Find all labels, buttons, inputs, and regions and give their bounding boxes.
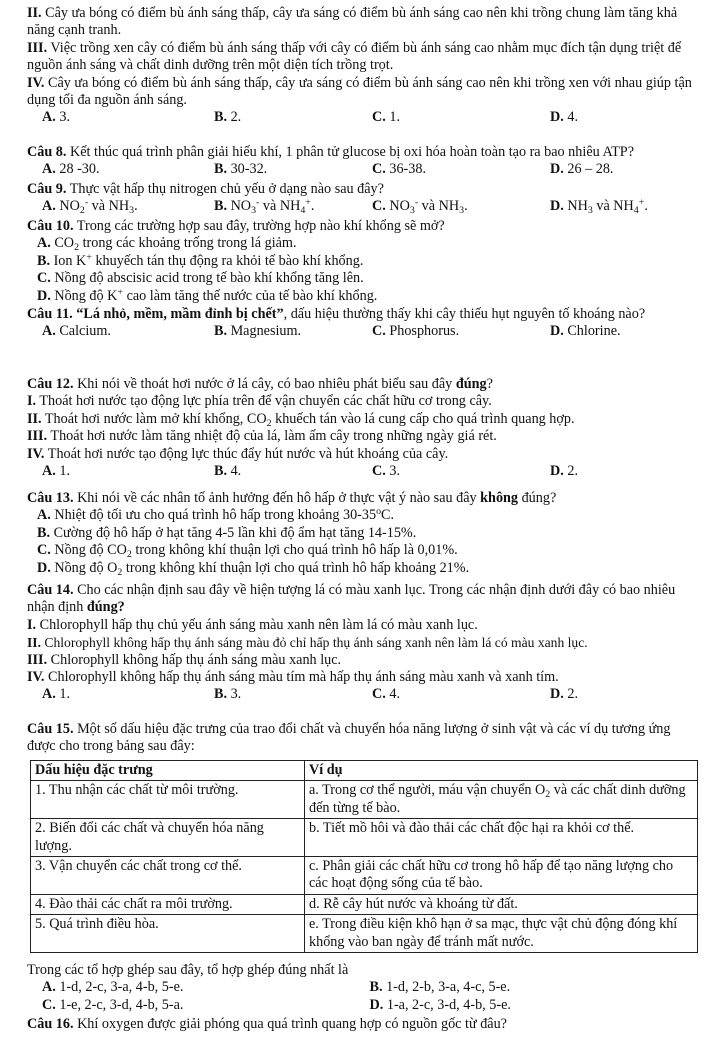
option-c[interactable]: C. 1-e, 2-c, 3-d, 4-b, 5-a. [42, 996, 184, 1013]
table-cell: c. Phân giải các chất hữu cơ trong hô hấp để tạo năng lượng cho các hoạt động sống của tế bào. [305, 857, 698, 895]
option-b[interactable]: B. 2. [214, 109, 242, 126]
prev-question-statements [27, 5, 697, 127]
option-c[interactable]: C. Phosphorus. [372, 323, 460, 340]
table-header-cell: Dấu hiệu đặc trưng [31, 761, 305, 781]
option-c[interactable]: C. 4. [372, 686, 400, 703]
option-a[interactable]: A. 1. [42, 686, 70, 703]
question-10 [27, 218, 697, 305]
table-cell: 1. Thu nhận các chất từ môi trường. [31, 781, 305, 819]
option-d[interactable]: D. Chlorine. [550, 323, 621, 340]
question-15-answers [27, 962, 697, 1014]
answer-options [27, 198, 697, 215]
option-d[interactable]: D. 2. [550, 463, 578, 480]
table-cell: d. Rễ cây hút nước và khoáng từ đất. [305, 894, 698, 914]
option-a[interactable]: A. 28 -30. [42, 161, 100, 178]
option-a[interactable]: A. 3. [42, 109, 70, 126]
option-a[interactable]: A. 1. [42, 463, 70, 480]
question-14 [27, 582, 697, 704]
question-10-stem: Câu 10. Trong các trường hợp sau đây, trường hợp nào khí khổng sẽ mở? [27, 218, 445, 234]
option-b[interactable]: B. 30-32. [214, 161, 268, 178]
statement-iv: IV. Cây ưa bóng có điểm bù ánh sáng thấp, cây ưa sáng có điểm bù ánh sáng cao nên khi trồng xen với nhau giúp tận dụng tối đa nguồn ánh sáng. [27, 74, 692, 109]
table-cell: 2. Biến đổi các chất và chuyển hóa năng lượng. [31, 819, 305, 857]
option-c[interactable]: C. Nồng độ $CO_2$ trong không khí thuận lợi cho quá trình hô hấp là 0,01%. [37, 542, 458, 561]
table-row [31, 857, 698, 895]
option-b[interactable]: B. 4. [214, 463, 242, 480]
question-13 [27, 490, 697, 577]
statement-ii: II. Cây ưa bóng có điểm bù ánh sáng thấp, cây ưa sáng có điểm bù ánh sáng cao nên khi trồng chung làm tăng khả năng cạnh tranh. [27, 5, 678, 39]
table-header-row [31, 761, 698, 781]
question-15-stem: Câu 15. Một số dấu hiệu đặc trưng của trao đổi chất và chuyển hóa năng lượng ở sinh vật và các ví dụ tương ứng được cho trong bảng sau đây: [27, 721, 671, 755]
question-12-stem: Câu 12. Khi nói về thoát hơi nước ở lá cây, có bao nhiêu phát biểu sau đây đúng? [27, 376, 493, 392]
option-d[interactable]: D. 1-a, 2-c, 3-d, 4-b, 5-e. [369, 996, 511, 1013]
table-row [31, 894, 698, 914]
question-16-stem: Câu 16. Khí oxygen được giải phóng qua quá trình quang hợp có nguồn gốc từ đâu? [27, 1016, 507, 1032]
statement-iv: IV. Thoát hơi nước tạo động lực thúc đẩy hút nước và hút khoáng của cây. [27, 445, 449, 462]
question-13-stem: Câu 13. Khi nói về các nhân tố ảnh hưởng đến hô hấp ở thực vật ý nào sau đây không đúng? [27, 490, 557, 506]
table-row [31, 915, 698, 953]
option-c[interactable]: C. Nồng độ abscisic acid trong tế bào khí khổng tăng lên. [37, 270, 364, 287]
table-header-cell: Ví dụ [305, 761, 698, 781]
question-9 [27, 181, 697, 216]
answer-options [27, 997, 697, 1014]
table-row [31, 781, 698, 819]
option-b[interactable]: B. 3. [214, 686, 242, 703]
matching-table [30, 760, 698, 953]
question-16 [27, 1016, 697, 1033]
answer-options [27, 686, 697, 703]
option-b[interactable]: B. Magnesium. [214, 323, 302, 340]
option-c[interactable]: C. $NO_3^-$ và $NH_3$. [372, 197, 468, 217]
option-a[interactable]: A. Calcium. [42, 323, 111, 340]
question-14-stem: Câu 14. Cho các nhận định sau đây về hiện tượng lá có màu xanh lục. Trong các nhận định dưới đây có bao nhiêu nhận định đúng? [27, 582, 676, 616]
statement-ii: II. Thoát hơi nước làm mở khí khổng, $CO_2$ khuếch tán vào lá cung cấp cho quá trình quang hợp. [27, 410, 575, 429]
option-b[interactable]: B. Cường độ hô hấp ở hạt tăng 4-5 lần khi độ ẩm hạt tăng 14-15%. [37, 524, 417, 541]
answer-options [27, 161, 697, 178]
statement-i: I. Thoát hơi nước tạo động lực phía trên để vận chuyển các chất hữu cơ trong cây. [27, 393, 492, 410]
option-b[interactable]: B. $NO_3^-$ và $NH_4^+$. [214, 197, 315, 217]
option-b[interactable]: B. Ion K+ khuyếch tán thụ động ra khỏi tế bào khí khổng. [37, 251, 364, 269]
statement-i: I. Chlorophyll hấp thụ chủ yếu ánh sáng màu xanh nên làm lá có màu xanh lục. [27, 616, 478, 633]
option-d[interactable]: D. Nồng độ $O_2$ trong không khí thuận lợi cho quá trình hô hấp khoảng 21%. [37, 559, 470, 578]
answer-options [27, 463, 697, 480]
option-d[interactable]: D. $NH_3$ và $NH_4^+$. [550, 197, 648, 217]
question-11 [27, 306, 697, 341]
table-row [31, 819, 698, 857]
question-15-prompt: Trong các tổ hợp ghép sau đây, tổ hợp ghép đúng nhất là [27, 962, 349, 978]
option-d[interactable]: D. 4. [550, 109, 578, 126]
question-11-stem: Câu 11. “Lá nhỏ, mềm, mầm đỉnh bị chết”, dấu hiệu thường thấy khi cây thiếu hụt nguyên tố khoáng nào? [27, 306, 646, 322]
option-c[interactable]: C. 1. [372, 109, 400, 126]
question-12 [27, 376, 697, 480]
option-d[interactable]: D. 26 – 28. [550, 161, 614, 178]
option-d[interactable]: D. 2. [550, 686, 578, 703]
question-15 [27, 721, 697, 756]
table-cell: e. Trong điều kiện khô hạn ở sa mạc, thực vật chủ động đóng khí khổng vào ban ngày để tránh mất nước. [305, 915, 698, 953]
option-d[interactable]: D. Nồng độ K+ cao làm tăng thế nước của tế bào khí khổng. [37, 286, 378, 304]
statement-iii: III. Chlorophyll không hấp thụ ánh sáng màu xanh lục. [27, 651, 342, 668]
statement-iii: III. Thoát hơi nước làm tăng nhiệt độ của lá, làm ấm cây trong những ngày giá rét. [27, 428, 497, 445]
statement-iii: III. Việc trồng xen cây có điểm bù ánh sáng thấp với cây có điểm bù ánh sáng cao nhằm mục đích tận dụng triệt để nguồn ánh sáng và chất dinh dưỡng trên một diện tích trồng trọt. [27, 39, 682, 74]
option-b[interactable]: B. 1-d, 2-b, 3-a, 4-c, 5-e. [369, 979, 511, 996]
option-c[interactable]: C. 36-38. [372, 161, 426, 178]
question-8-stem: Câu 8. Kết thúc quá trình phân giải hiếu khí, 1 phân tử glucose bị oxi hóa hoàn toàn tạo ra bao nhiêu ATP? [27, 144, 634, 160]
table-cell: 3. Vận chuyển các chất trong cơ thể. [31, 857, 305, 895]
table-cell: b. Tiết mồ hôi và đào thải các chất độc hại ra khỏi cơ thể. [305, 819, 698, 857]
answer-options [27, 109, 697, 126]
table-cell: 4. Đào thải các chất ra môi trường. [31, 894, 305, 914]
option-c[interactable]: C. 3. [372, 463, 400, 480]
table-cell: a. Trong cơ thể người, máu vận chuyển $O_2$ và các chất dinh dưỡng đến từng tế bào. [305, 781, 698, 819]
table-cell: 5. Quá trình điều hòa. [31, 915, 305, 953]
option-a[interactable]: A. 1-d, 2-c, 3-a, 4-b, 5-e. [42, 979, 184, 996]
option-a[interactable]: A. $NO_2^-$ và $NH_3$. [42, 197, 138, 217]
statement-iv: IV. Chlorophyll không hấp thụ ánh sáng màu tím mà hấp thụ ánh sáng màu xanh và xanh tím. [27, 669, 559, 686]
question-8 [27, 144, 697, 179]
option-a[interactable]: A. $CO_2$ trong các khoảng trống trong lá giảm. [37, 235, 297, 254]
option-a[interactable]: A. Nhiệt độ tối ưu cho quá trình hô hấp trong khoảng 30-35$^o$C. [37, 506, 395, 524]
answer-options [27, 323, 697, 340]
answer-options [27, 979, 697, 996]
question-9-stem: Câu 9. Thực vật hấp thụ nitrogen chủ yếu ở dạng nào sau đây? [27, 181, 384, 197]
statement-ii: II. Chlorophyll không hấp thụ ánh sáng màu đỏ chỉ hấp thụ ánh sáng xanh nên làm lá có màu xanh lục. [27, 635, 588, 651]
